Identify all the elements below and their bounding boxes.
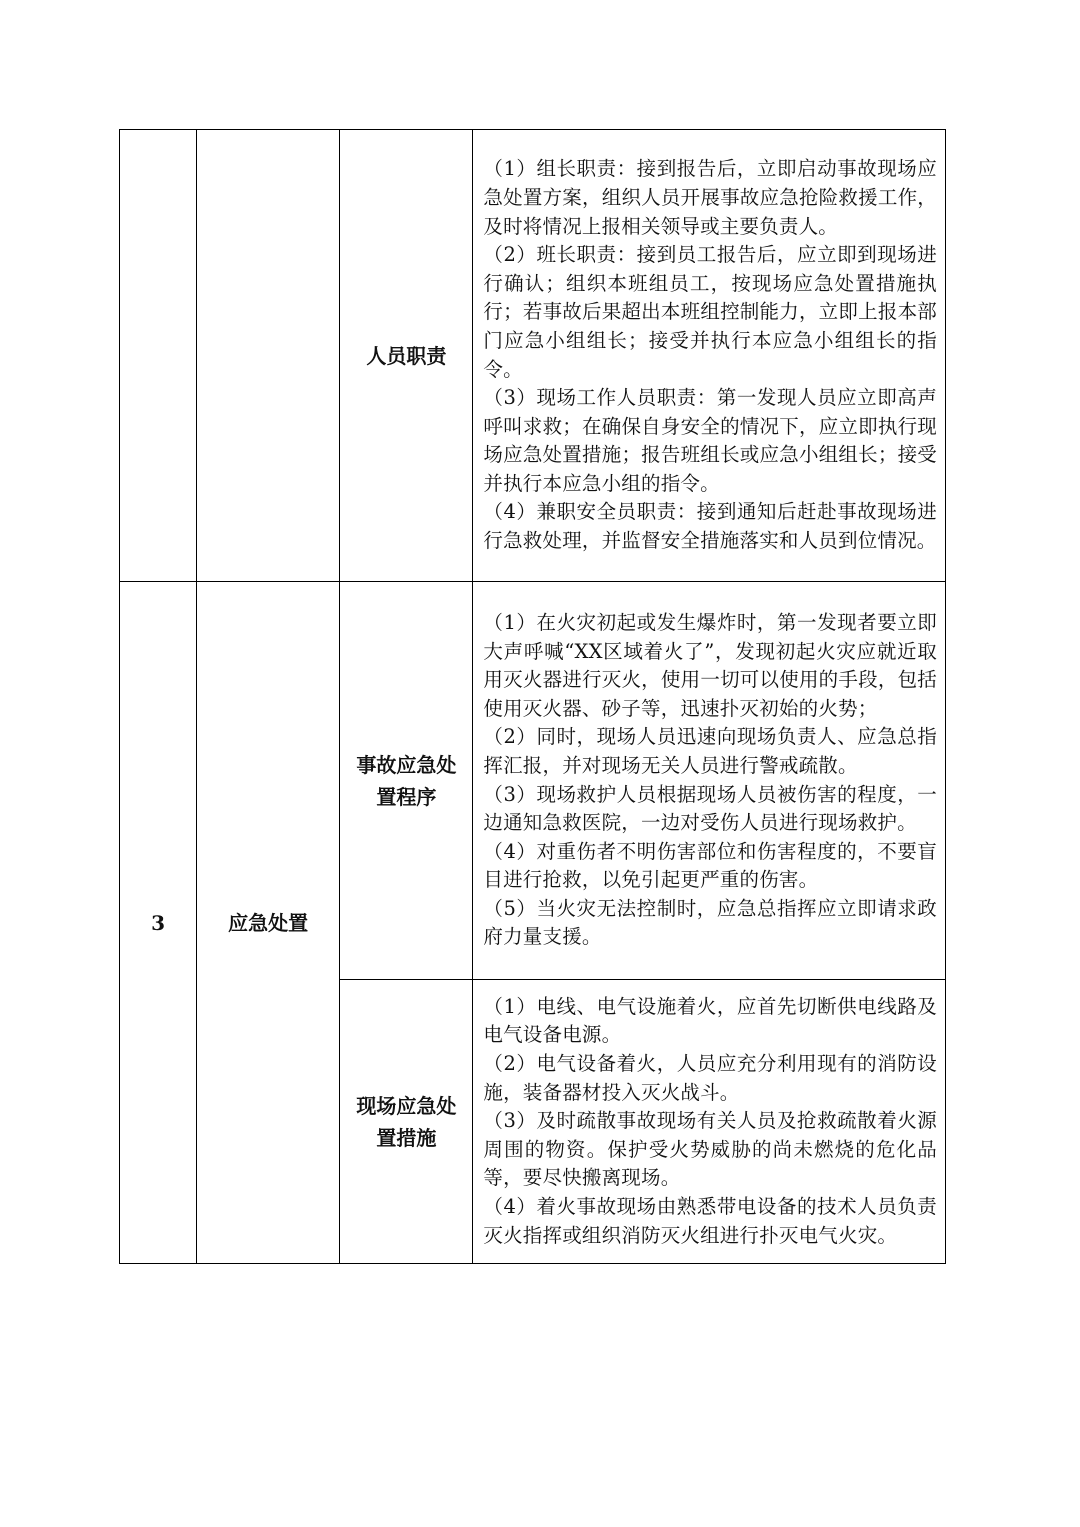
paragraph: （4）对重伤者不明伤害部位和伤害程度的，不要盲目进行抢救，以免引起更严重的伤害。	[483, 839, 937, 892]
category-cell	[197, 130, 340, 582]
subcategory-emergency-procedure: 事故应急处 置程序	[340, 582, 473, 980]
paragraph: （1）组长职责：接到报告后，立即启动事故现场应急处置方案，组织人员开展事故应急抢险救援工作，及时将情况上报相关领导或主要负责人。	[483, 157, 937, 238]
subcategory-onsite-measures: 现场应急处 置措施	[340, 980, 473, 1264]
table-row	[120, 130, 946, 582]
paragraph: （5）当火灾无法控制时，应急总指挥应立即请求政府力量支援。	[483, 896, 937, 949]
table-row	[120, 582, 946, 980]
paragraph: （2）同时，现场人员迅速向现场负责人、应急总指挥汇报，并对现场无关人员进行警戒疏散。	[483, 725, 937, 777]
category-emergency-response: 应急处置	[197, 582, 340, 1264]
paragraph: （3）现场救护人员根据现场人员被伤害的程度，一边通知急救医院，一边对受伤人员进行现场救护。	[483, 782, 937, 835]
onsite-measures-content	[473, 980, 946, 1264]
row-number-cell: 3	[120, 582, 197, 1264]
emergency-procedure-content	[473, 582, 946, 980]
subcategory-personnel-duties: 人员职责	[340, 130, 473, 582]
paragraph: （2）电气设备着火，人员应充分利用现有的消防设施，装备器材投入灭火战斗。	[483, 1052, 937, 1104]
emergency-response-table	[119, 129, 946, 1264]
paragraph: （4）着火事故现场由熟悉带电设备的技术人员负责灭火指挥或组织消防灭火组进行扑灭电气火灾。	[483, 1194, 937, 1247]
paragraph: （3）现场工作人员职责：第一发现人员应立即高声呼叫求救；在确保自身安全的情况下，应立即执行现场应急处置措施；报告班组长或应急小组组长；接受并执行本应急小组的指令。	[483, 386, 937, 495]
paragraph: （1）在火灾初起或发生爆炸时，第一发现者要立即大声呼喊“XX区域着火了”，发现初起火灾应就近取用灭火器进行灭火，使用一切可以使用的手段，包括使用灭火器、砂子等，迅速扑灭初始的火势；	[483, 610, 937, 720]
paragraph: （2）班长职责：接到员工报告后，应立即到现场进行确认；组织本班组员工，按现场应急处置措施执行；若事故后果超出本班组控制能力，立即上报本部门应急小组组长；接受并执行本应急小组组长的指令。	[483, 243, 937, 381]
row-number-cell	[120, 130, 197, 582]
personnel-duties-content	[473, 130, 946, 582]
paragraph: （4）兼职安全员职责：接到通知后赶赴事故现场进行急救处理，并监督安全措施落实和人员到位情况。	[483, 500, 937, 553]
paragraph: （1）电线、电气设施着火，应首先切断供电线路及电气设备电源。	[483, 994, 937, 1047]
paragraph: （3）及时疏散事故现场有关人员及抢救疏散着火源周围的物资。保护受火势威胁的尚未燃烧的危化品等，要尽快搬离现场。	[483, 1109, 937, 1190]
